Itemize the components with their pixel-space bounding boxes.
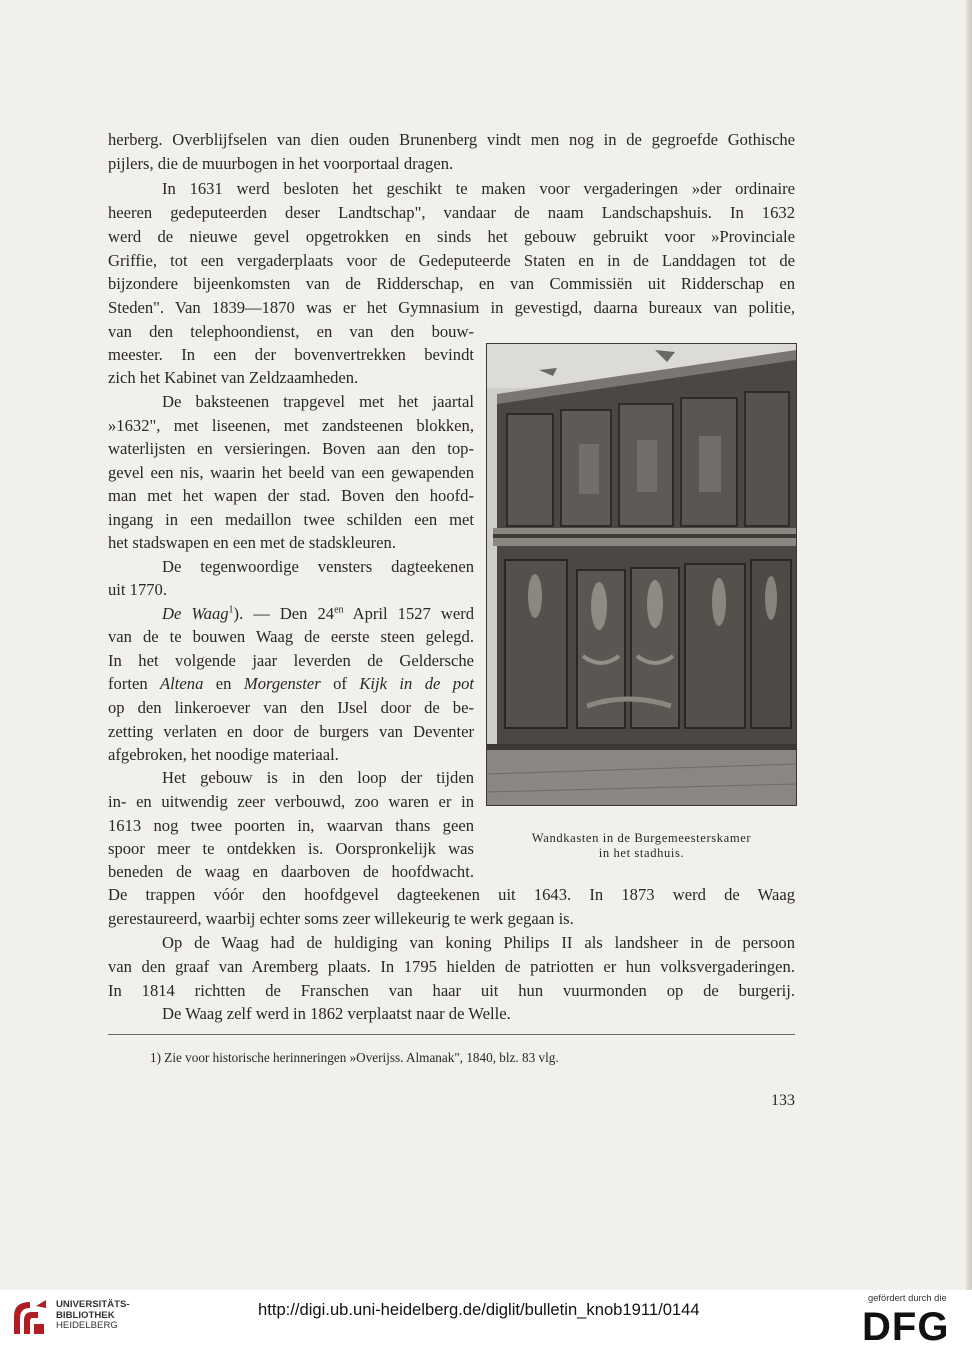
footnote-ref: 1 [228,604,234,616]
text-span: en [203,674,244,693]
text-line: herberg. Overblijfselen van dien ouden Brunenberg vindt men nog in de gegroefde Gothische [108,130,795,149]
text-span: April 1527 werd [343,604,475,623]
text-line: zich het Kabinet van Zeldzaamheden. [108,368,359,387]
page-number: 133 [771,1092,795,1109]
text-line: De baksteenen trapgevel met het jaartal [162,392,474,411]
text-line: van den telephoondienst, en van den bouw- [108,322,474,341]
funding-note: gefördert durch die [868,1292,947,1303]
text-line: In het volgende jaar leverden de Geldersche [108,651,474,670]
library-line: UNIVERSITÄTS- [56,1299,130,1310]
text-line: waterlijsten en versieringen. Boven aan den top- [108,439,474,458]
text-line [108,602,474,625]
text-line: gevel een nis, waarin het beeld van een gewapenden [108,463,474,482]
text-line: De trappen vóór den hoofdgevel dagteekenen uit 1643. In 1873 werd de Waag [108,885,795,904]
text-line: spoor meer te ontdekken is. Oorspronkelijk was [108,839,474,858]
text-line: uit 1770. [108,580,168,599]
text-line [108,672,474,695]
text-line: Griffie, tot een vergaderplaats voor de Gedeputeerde Staten en in de Landdagen tot de [108,251,795,270]
superscript: en [334,604,344,616]
text-span: Morgenster [243,674,321,693]
text-line: het stadswapen en een met de stadskleuren. [108,533,396,552]
footnote: 1) Zie voor historische herinneringen »Overijss. Almanak", 1840, blz. 83 vlg. [150,1050,559,1065]
text-span: of [320,674,360,693]
text-line: In 1814 richtten de Franschen van haar uit hun vuurmonden op de burgerij. [108,981,795,1000]
figure-caption: in het stadhuis. [598,846,685,860]
text-line: Op de Waag had de huldiging van koning Philips II als landsheer in de persoon [162,933,795,952]
text-span: ). — Den 24 [233,604,335,623]
library-logo-icon[interactable] [8,1294,52,1338]
text-span: Kijk in de pot [359,674,475,693]
text-line: 1613 nog twee poorten in, waarvan thans geen [108,816,474,835]
library-name [56,1300,130,1332]
text-line: bijzondere bijeenkomsten van de Ridderschap, en van Commissiën uit Ridderschap en [108,274,795,293]
permalink-url[interactable]: http://digi.ub.uni-heidelberg.de/diglit/bulletin_knob1911/0144 [258,1300,700,1319]
text-line: man met het wapen der stad. Boven den hoofd- [108,486,474,505]
text-line: heeren gedeputeerden deser Landtschap", vandaar de naam Landschapshuis. In 1632 [108,203,795,222]
library-line: HEIDELBERG [56,1320,118,1331]
text-span: forten [108,674,161,693]
section-title: De Waag [162,604,229,623]
text-line: van de te bouwen Waag de eerste steen gelegd. [108,627,474,646]
text-line: zetting verlaten en door de burgers van Deventer [108,722,474,741]
text-line: beneden de waag en daarboven de hoofdwacht. [108,862,474,881]
photograph-wall-cabinets [486,343,797,806]
page-edge [966,0,972,1290]
dfg-logo[interactable]: DFG [862,1305,950,1349]
footnote-rule [108,1034,795,1035]
text-line: werd de nieuwe gevel opgetrokken en sinds het gebouw gebruikt voor »Provinciale [108,227,795,246]
text-line: in- en uitwendig zeer verbouwd, zoo waren er in [108,792,474,811]
text-line: afgebroken, het noodige materiaal. [108,745,339,764]
text-line: Het gebouw is in den loop der tijden [162,768,474,787]
figure-caption: Wandkasten in de Burgemeesterskamer [531,831,752,845]
text-line: meester. In een der bovenvertrekken bevindt [108,345,474,364]
text-line: De tegenwoordige vensters dagteekenen [162,557,474,576]
text-line: ingang in een medaillon twee schilden een met [108,510,474,529]
text-line: Steden". Van 1839—1870 was er het Gymnasium in gevestigd, daarna bureaux van politie, [108,298,795,317]
text-line: op den linkeroever van den IJsel door de be- [108,698,474,717]
text-line: gerestaureerd, waarbij echter soms zeer willekeurig te werk gegaan is. [108,909,574,928]
library-line: BIBLIOTHEK [56,1309,115,1321]
text-span: Altena [160,674,204,693]
text-line: De Waag zelf werd in 1862 verplaatst naar de Welle. [162,1004,511,1023]
text-line: »1632", met liseenen, met zandsteenen blokken, [108,416,474,435]
text-line: In 1631 werd besloten het geschikt te maken voor vergaderingen »der ordinaire [162,179,795,198]
text-line: van den graaf van Aremberg plaats. In 1795 hielden de patriotten er hun volksvergaderingen. [108,957,795,976]
text-line: pijlers, die de muurbogen in het voorportaal dragen. [108,154,454,173]
